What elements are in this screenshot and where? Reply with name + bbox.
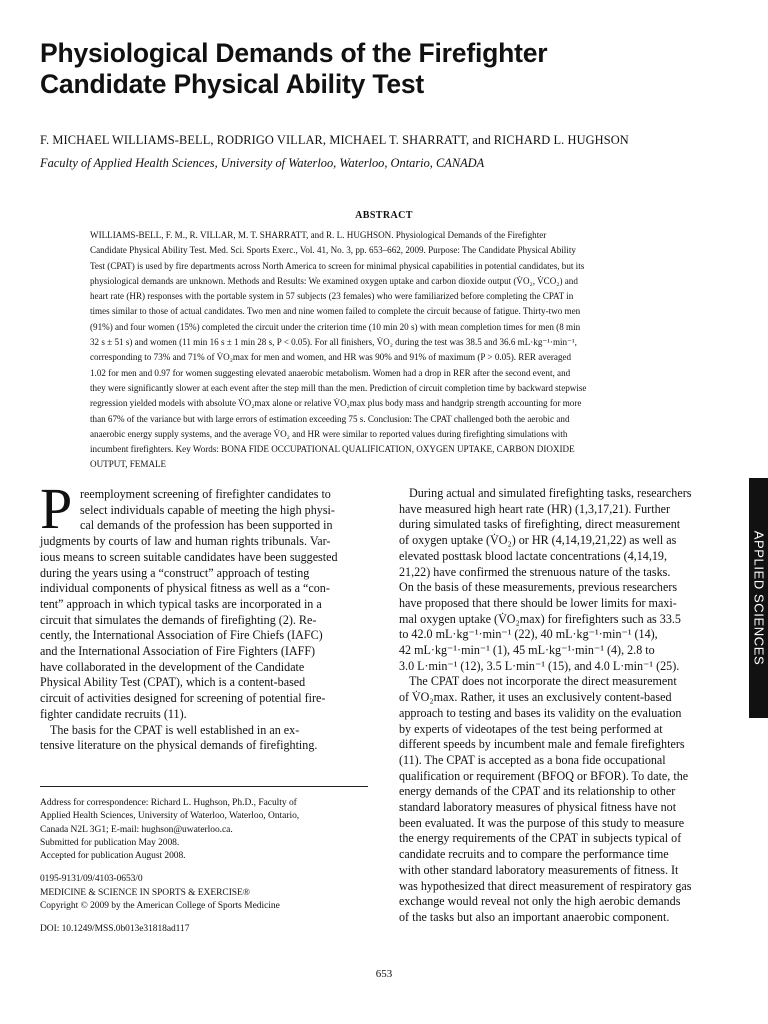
abstract-body [90, 228, 708, 473]
abstract-line: heart rate (HR) responses with the portable system in 57 subjects (23 females) who were familiarized before completing the CPAT in [90, 291, 574, 302]
abstract-line: than 67% of the variance but with large errors of estimation exceeding 75 s. Conclusion: The CPAT challenged both the aerobic and [90, 413, 570, 424]
section-side-tab [749, 478, 768, 718]
footnote-line: Accepted for publication August 2008. [40, 851, 186, 862]
body-line: with other standard laboratory measurements of fitness. It [399, 862, 679, 877]
correspondence-note [40, 797, 370, 863]
affiliation: Faculty of Applied Health Sciences, University of Waterloo, Waterloo, Ontario, CANADA [40, 156, 485, 170]
body-line: was hypothesized that direct measurement of respiratory gas [399, 878, 692, 893]
body-line: tensive literature on the physical demands of firefighting. [40, 738, 318, 753]
body-line: mal oxygen uptake (V̇O₂max) for firefighters such as 33.5 [399, 611, 681, 626]
body-line: been evaluated. It was the purpose of this study to measure [399, 815, 685, 830]
body-line: qualification or requirement (BFOQ or BFOR). To date, the [399, 768, 689, 783]
footnote-line: MEDICINE & SCIENCE IN SPORTS & EXERCISE® [40, 887, 250, 898]
abstract-heading: ABSTRACT [355, 210, 413, 221]
body-line: The basis for the CPAT is well established in an ex- [50, 722, 300, 737]
article-title [40, 38, 720, 100]
side-tab-label: APPLIED SCIENCES [751, 530, 766, 666]
body-line: On the basis of these measurements, previous researchers [399, 580, 678, 595]
body-line: exchange would reveal not only the high aerobic demands [399, 894, 681, 909]
body-line: have measured high heart rate (HR) (1,3,17,21). Further [399, 501, 671, 516]
publication-info [40, 873, 370, 913]
body-line: 3.0 L·min⁻¹ (12), 3.5 L·min⁻¹ (15), and 4.0 L·min⁻¹ (25). [399, 658, 680, 673]
body-line: 42 mL·kg⁻¹·min⁻¹ (1), 45 mL·kg⁻¹·min⁻¹ (4), 2.8 to [399, 643, 655, 658]
body-line: have proposed that there should be lower limits for maxi- [399, 595, 677, 610]
body-line: elevated posttask blood lactate concentrations (4,14,19, [399, 548, 667, 563]
body-line: cal demands of the profession has been supported in [80, 518, 333, 533]
abstract-line: corresponding to 73% and 71% of V̇O₂max for men and women, and HR was 90% and 91% of maximum (P > 0.05). RER averaged [90, 352, 572, 363]
title-line-1: Physiological Demands of the Firefighter [40, 38, 548, 68]
footnote-divider [40, 786, 368, 787]
footnote-block [40, 797, 370, 937]
drop-cap: P [40, 476, 73, 541]
abstract-line: 1.02 for men and 0.97 for women suggesting elevated anaerobic metabolism. Women had a drop in RER after the second event, and [90, 367, 571, 378]
title-line-2: Candidate Physical Ability Test [40, 69, 425, 99]
body-line: circuit that simulates the demands of firefighting (2). Re- [40, 612, 317, 627]
body-line: of the tasks but also an important anaerobic component. [399, 909, 670, 924]
abstract-line: physiological demands are unknown. Methods and Results: We examined oxygen uptake and carbon dioxide output (V̇O₂, V̇CO₂) and [90, 275, 578, 286]
page-number: 653 [375, 968, 393, 980]
body-line: by experts of videotapes of the test being performed at [399, 721, 663, 736]
abstract-line: regression yielded models with absolute V̇O₂max alone or relative V̇O₂max plus body mass and handgrip strength accounting for more [90, 398, 582, 409]
body-line: Physical Ability Test (CPAT), which is a content-based [40, 675, 306, 690]
abstract-line: OUTPUT, FEMALE [90, 459, 167, 470]
body-line: standard laboratory measures of physical fitness have not [399, 800, 677, 815]
abstract-line: they were significantly slower at each event after the step mill than the men. Prediction of circuit completion time by backward stepwise [90, 382, 587, 393]
body-line: During actual and simulated firefighting tasks, researchers [409, 486, 692, 500]
footnote-line: Applied Health Sciences, University of Waterloo, Waterloo, Ontario, [40, 811, 300, 822]
body-line: fighter candidate recruits (11). [40, 706, 187, 721]
body-line: tent” approach in which typical tasks are incorporated in a [40, 596, 322, 611]
body-line: reemployment screening of firefighter candidates to [80, 487, 331, 501]
abstract-line: times similar to those of actual candidates. Two men and nine women failed to complete the circuit because of fatigue. Thirty-two men [90, 306, 581, 317]
body-line: and the International Association of Fire Fighters (IAFF) [40, 644, 316, 659]
body-line: the energy requirements of the CPAT in subjects typical of [399, 831, 682, 846]
body-line: circuit of activities designed for screening of potential fire- [40, 691, 326, 706]
body-line: have collaborated in the development of the Candidate [40, 659, 305, 674]
footnote-line: 0195-9131/09/4103-0653/0 [40, 874, 143, 885]
body-line: different speeds by incumbent male and female firefighters [399, 737, 685, 752]
body-line: approach to testing and bases its validity on the evaluation [399, 705, 682, 720]
abstract-line: anaerobic energy supply systems, and the average V̇O₂ and HR were similar to reported values during firefighting simulations with [90, 428, 568, 439]
body-line: of V̇O₂max. Rather, it uses an exclusively content-based [399, 690, 672, 705]
abstract-line: Candidate Physical Ability Test. Med. Sci. Sports Exerc., Vol. 41, No. 3, pp. 653–662, 2009. Purpose: The Candidate Physical Ability [90, 245, 576, 256]
body-line: during simulated tasks of firefighting, direct measurement [399, 517, 681, 532]
body-line: select individuals capable of meeting the high physi- [80, 502, 335, 517]
footnote-line: Submitted for publication May 2008. [40, 837, 180, 848]
abstract-line: incumbent firefighters. Key Words: BONA FIDE OCCUPATIONAL QUALIFICATION, OXYGEN UPTAKE, CARBON DIOXIDE [90, 444, 575, 455]
body-line: individual components of physical fitness as well as a “con- [40, 581, 330, 596]
body-line: of oxygen uptake (V̇O₂) or HR (4,14,19,21,22) as well as [399, 533, 677, 548]
footnote-line: Canada N2L 3G1; E-mail: hughson@uwaterloo.ca. [40, 824, 233, 835]
body-line: ious means to screen suitable candidates have been suggested [40, 549, 338, 564]
abstract-line: WILLIAMS-BELL, F. M., R. VILLAR, M. T. SHARRATT, and R. L. HUGHSON. Physiological Demands of the Firefighter [90, 230, 547, 240]
body-column-left [40, 487, 368, 754]
body-line: cently, the International Association of Fire Chiefs (IAFC) [40, 628, 323, 643]
footnote-line: Copyright © 2009 by the American College of Sports Medicine [40, 901, 280, 912]
abstract-line: Test (CPAT) is used by fire departments across North America to screen for minimal physical capabilities in potential candidates, but its [90, 260, 585, 271]
body-line: The CPAT does not incorporate the direct measurement [409, 674, 677, 689]
abstract-line: 32 s ± 51 s) and women (11 min 16 s ± 1 min 28 s, P < 0.05). For all finishers, V̇O₂ during the test was 38.5 and 36.6 mL·kg⁻¹·min⁻¹, [90, 337, 577, 348]
body-line: judgments by courts of law and human rights tribunals. Var- [40, 534, 331, 549]
body-line: to 42.0 mL·kg⁻¹·min⁻¹ (22), 40 mL·kg⁻¹·min⁻¹ (14), [399, 627, 658, 642]
body-line: (11). The CPAT is accepted as a bona fide occupational [399, 752, 666, 767]
body-column-right [399, 486, 728, 926]
doi: DOI: 10.1249/MSS.0b013e31818ad117 [40, 924, 190, 935]
body-line: energy demands of the CPAT and its relationship to other [399, 784, 676, 799]
footnote-line: Address for correspondence: Richard L. Hughson, Ph.D., Faculty of [40, 798, 297, 808]
author-list: F. MICHAEL WILLIAMS-BELL, RODRIGO VILLAR, MICHAEL T. SHARRATT, and RICHARD L. HUGHSON [40, 133, 629, 147]
body-line: candidate recruits and to compare the performance time [399, 847, 669, 862]
body-line: 21,22) have confirmed the strenuous nature of the tasks. [399, 564, 671, 579]
abstract-line: (91%) and four women (15%) completed the circuit under the criterion time (10 min 20 s) with mean completion times for men (8 min [90, 321, 581, 332]
body-line: during the years using a “construct” approach of testing [40, 565, 310, 580]
